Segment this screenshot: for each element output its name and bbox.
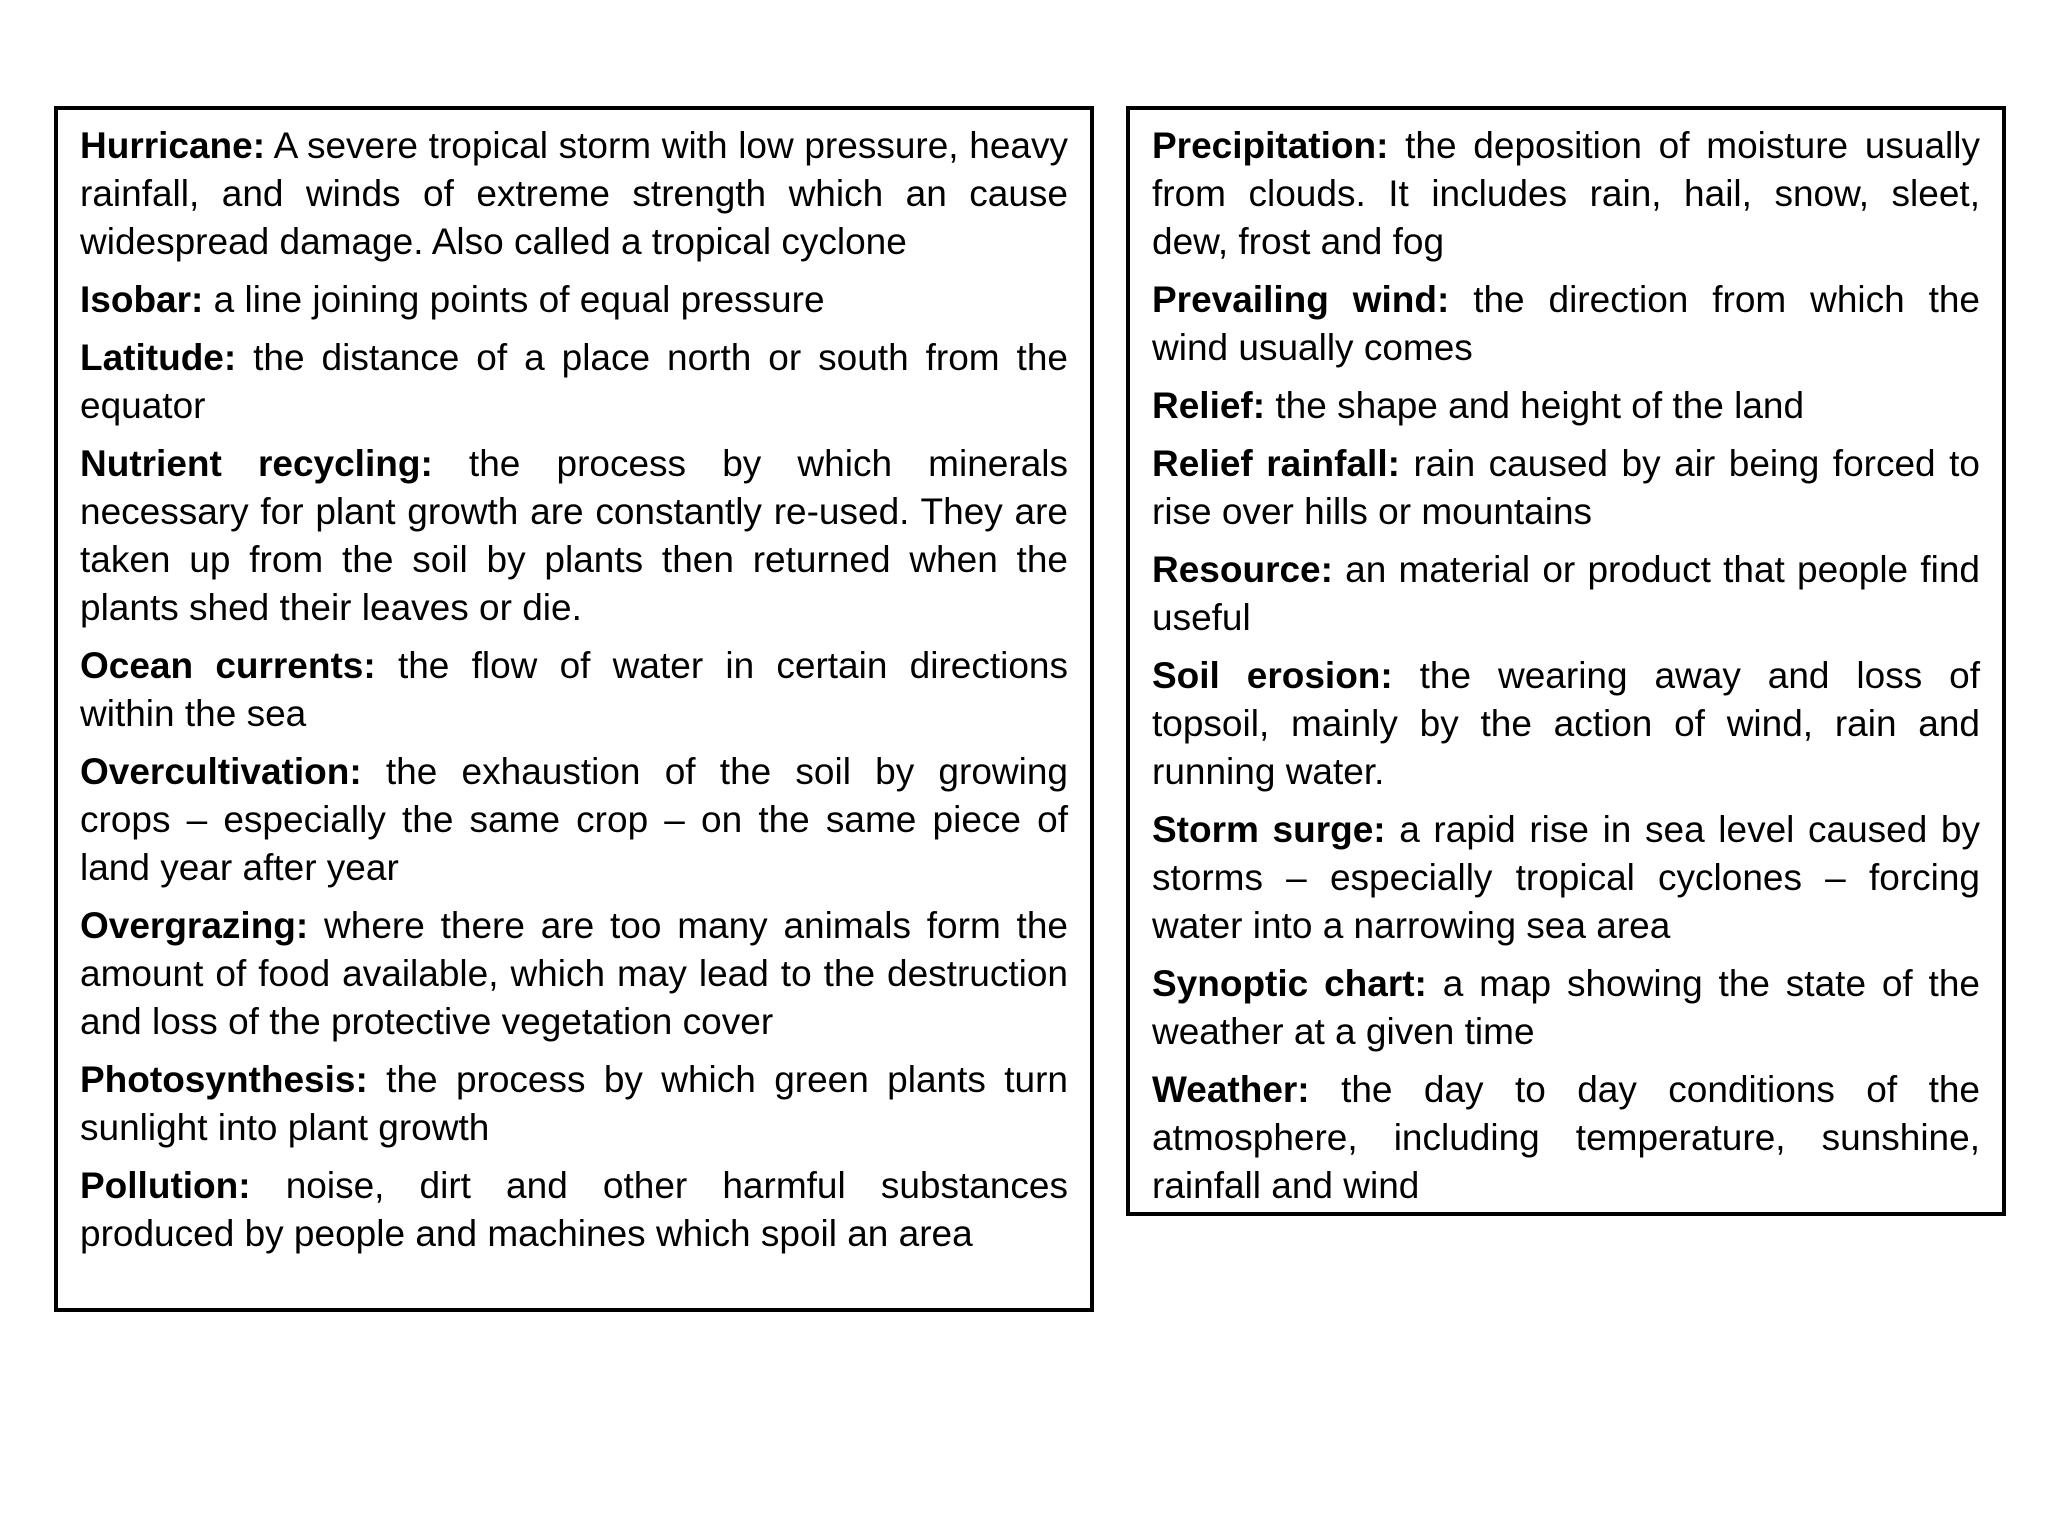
glossary-term: Soil erosion: bbox=[1152, 655, 1393, 696]
glossary-definition: A severe tropical storm with low pressure, heavy rainfall, and winds of extreme strength which an cause widespread damage. Also called a tropical cyclone bbox=[80, 125, 1068, 262]
glossary-term: Hurricane: bbox=[80, 125, 266, 166]
glossary-definition: a rapid rise in sea level caused by storms – especially tropical cyclones – forcing water into a narrowing sea area bbox=[1152, 809, 1980, 946]
glossary-term: Ocean currents: bbox=[80, 645, 376, 686]
glossary-term: Precipitation: bbox=[1152, 125, 1389, 166]
glossary-term: Relief rainfall: bbox=[1152, 443, 1400, 484]
glossary-entry-pollution bbox=[80, 1162, 1068, 1258]
glossary-entry-resource bbox=[1152, 546, 1980, 642]
glossary-entry-storm-surge bbox=[1152, 806, 1980, 950]
glossary-definition: the wearing away and loss of topsoil, mainly by the action of wind, rain and running water. bbox=[1152, 655, 1981, 792]
glossary-entry-ocean-currents bbox=[80, 642, 1068, 738]
glossary-definition: the day to day conditions of the atmosphere, including temperature, sunshine, rainfall and wind bbox=[1152, 1069, 1981, 1206]
glossary-definition: the distance of a place north or south from the equator bbox=[80, 337, 1068, 426]
glossary-term: Latitude: bbox=[80, 337, 237, 378]
glossary-definition: the process by which green plants turn sunlight into plant growth bbox=[80, 1059, 1068, 1148]
glossary-definition: the deposition of moisture usually from clouds. It includes rain, hail, snow, sleet, dew, frost and fog bbox=[1152, 125, 1980, 262]
glossary-entry-prevailing-wind bbox=[1152, 276, 1980, 372]
glossary-definition: noise, dirt and other harmful substances produced by people and machines which spoil an area bbox=[80, 1165, 1068, 1254]
glossary-entry-relief bbox=[1152, 382, 1980, 430]
glossary-term: Synoptic chart: bbox=[1152, 963, 1427, 1004]
glossary-term: Nutrient recycling: bbox=[80, 443, 433, 484]
glossary-entry-soil-erosion bbox=[1152, 652, 1980, 796]
glossary-term: Resource: bbox=[1152, 549, 1333, 590]
glossary-entry-photosynthesis bbox=[80, 1056, 1068, 1152]
glossary-definition: the exhaustion of the soil by growing crops – especially the same crop – on the same piece of land year after year bbox=[80, 751, 1069, 888]
glossary-box-left bbox=[54, 106, 1094, 1312]
glossary-term: Prevailing wind: bbox=[1152, 279, 1450, 320]
glossary-term: Photosynthesis: bbox=[80, 1059, 368, 1100]
glossary-term: Pollution: bbox=[80, 1165, 251, 1206]
glossary-term: Storm surge: bbox=[1152, 809, 1386, 850]
glossary-entry-overgrazing bbox=[80, 902, 1068, 1046]
glossary-definition: a map showing the state of the weather at a given time bbox=[1152, 963, 1980, 1052]
glossary-entry-weather bbox=[1152, 1066, 1980, 1210]
glossary-definition: a line joining points of equal pressure bbox=[213, 279, 825, 320]
glossary-definition: the direction from which the wind usually comes bbox=[1152, 279, 1980, 368]
glossary-entry-synoptic-chart bbox=[1152, 960, 1980, 1056]
glossary-term: Isobar: bbox=[80, 279, 204, 320]
glossary-entry-hurricane bbox=[80, 122, 1068, 266]
glossary-entry-overcultivation bbox=[80, 748, 1068, 892]
glossary-entry-precipitation bbox=[1152, 122, 1980, 266]
glossary-term: Overcultivation: bbox=[80, 751, 362, 792]
glossary-entry-relief-rainfall bbox=[1152, 440, 1980, 536]
glossary-definition: an material or product that people find useful bbox=[1152, 549, 1981, 638]
glossary-definition: the process by which minerals necessary for plant growth are constantly re-used. They are taken up from the soil by plants then returned when the plants shed their leaves or die. bbox=[80, 443, 1068, 628]
glossary-definition: the flow of water in certain directions within the sea bbox=[80, 645, 1069, 734]
glossary-entry-nutrient-recycling bbox=[80, 440, 1068, 632]
glossary-entry-isobar bbox=[80, 276, 1068, 324]
glossary-term: Overgrazing: bbox=[80, 905, 309, 946]
glossary-definition: the shape and height of the land bbox=[1275, 385, 1805, 426]
glossary-term: Relief: bbox=[1152, 385, 1266, 426]
glossary-definition: where there are too many animals form the amount of food available, which may lead to the destruction and loss of the protective vegetation cover bbox=[80, 905, 1068, 1042]
glossary-entry-latitude bbox=[80, 334, 1068, 430]
glossary-definition: rain caused by air being forced to rise over hills or mountains bbox=[1152, 443, 1980, 532]
glossary-term: Weather: bbox=[1152, 1069, 1310, 1110]
glossary-box-right bbox=[1126, 106, 2006, 1216]
